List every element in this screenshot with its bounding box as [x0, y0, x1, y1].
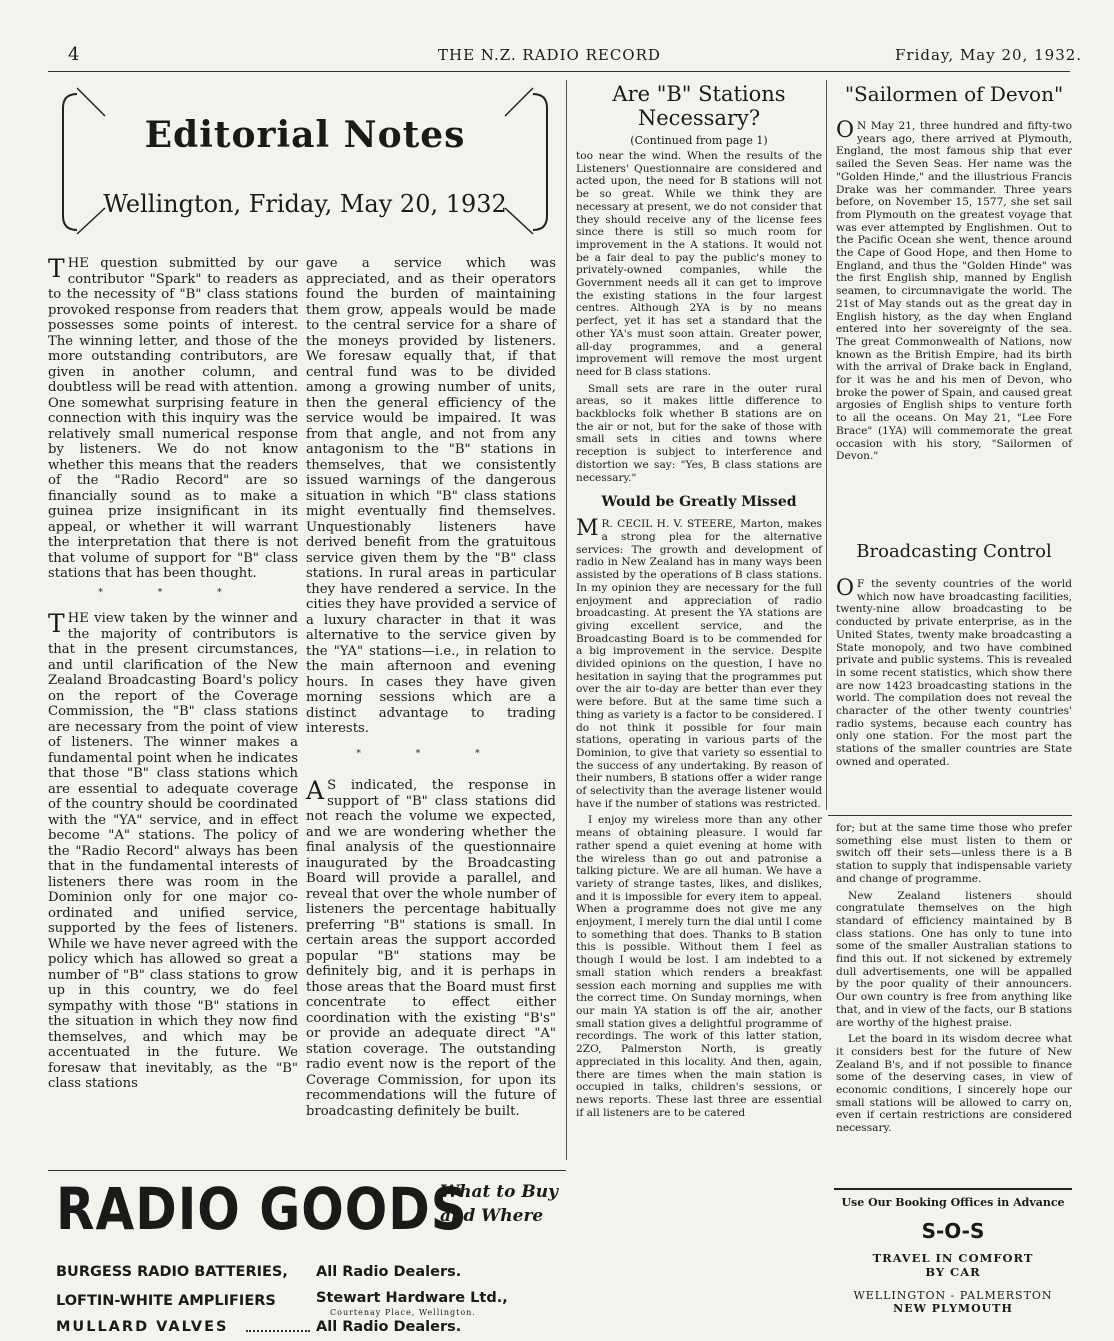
editorial-dateline: Wellington, Friday, May 20, 1932: [103, 190, 507, 218]
dropcap: T: [48, 254, 65, 283]
article-title: "Sailormen of Devon": [844, 82, 1064, 106]
radio-goods-tagline-1: What to Buy: [440, 1182, 558, 1202]
dotted-leader: [246, 1330, 310, 1332]
article-title: Are "B" Stations Necessary?: [612, 82, 786, 130]
ad-product-2: LOFTIN-WHITE AMPLIFIERS: [56, 1293, 276, 1309]
dropcap: M: [576, 516, 599, 542]
ad-rule: [834, 1188, 1072, 1190]
article-paragraph: R. CECIL H. V. STEERE, Marton, makes a strong plea for the alternative services: The growth and development of radio in New Zealand has in many ways been assisted by the operations of B class stations. In my opinion they are necessary for the full enjoyment and appreciation of radio broadcasting. At present the YA stations are giving excellent service, and the Broadcasting Board is to be commended for a big improvement in the service. Despite divided opinions on the question, I have no hesitation in saying that the programmes put over the air to-day are better than ever they were before. But at the same time such a thing as variety is a factor to be considered. I do not think it possible for four main stations, operating in various parts of the Dominion, to give that variety so essential to the success of any undertaking. By reason of their numbers, B stations offer a wider range of selectivity than the average listener would have if the number of stations was restricted.: [576, 518, 822, 810]
dropcap: O: [836, 118, 855, 143]
missed-continuation: [836, 822, 1072, 1139]
editorial-paragraph-3: gave a service which was appreciated, and as their operators found the burden of maintaining them grow, appeals would be made to the central service for a share of the moneys provided by listeners. We foresaw equally that, if that central fund was to be divided among a growing number of units, then the general efficiency of the service would be impaired. It was from that angle, and not from any antagonism to the "B" stations in themselves, that we consistently issued warnings of the dangerous situation in which "B" class stations might eventually find themselves. Unquestionably listeners have derived benefit from the gratuitous service given them by the "B" class stations. In rural areas in particular they have rendered a service. In the cities they have provided a service of a luxury character in that it was alternative to the service given by the "YA" stations—i.e., in relation to the main afternoon and evening hours. In cases they have given morning sessions which are a distinct advantage to trading interests.: [306, 256, 556, 736]
article-paragraph: New Zealand listeners should congratulate themselves on the high standard of efficiency maintained by B class stations. One has only to tune into some of the smaller Australian stations to find this out. If not sickened by extremely dull advertisements, one will be appalled by the poor quality of their announcers. Our own country is free from anything like that, and in view of the facts, our B stations are worthy of the highest praise.: [836, 889, 1072, 1029]
sailormen-article: [836, 82, 1072, 467]
ad-dealer-2: Stewart Hardware Ltd.,: [316, 1290, 508, 1306]
dropcap: A: [306, 776, 325, 805]
dropcap: O: [836, 576, 855, 601]
sos-advert: [834, 1196, 1072, 1315]
sos-line-2: TRAVEL IN COMFORT BY CAR: [872, 1251, 1034, 1279]
section-rule: [828, 815, 1072, 816]
b-stations-article: [576, 82, 822, 1123]
section-separator: * * *: [356, 748, 506, 759]
radio-goods-tagline-2: and Where: [440, 1206, 544, 1226]
article-title: Would be Greatly Missed: [601, 494, 797, 511]
ad-product-3: MULLARD VALVES: [56, 1319, 229, 1335]
ad-dealer-1: All Radio Dealers.: [316, 1264, 462, 1280]
broadcasting-article: [836, 540, 1072, 773]
article-paragraph: for; but at the same time those who prefer something else must listen to them or switch off their sets—unless there is a B station to supply that indispensable variety and change of programme.: [836, 822, 1072, 885]
masthead-title: THE N.Z. RADIO RECORD: [438, 46, 661, 64]
sos-line-4: NEW PLYMOUTH: [893, 1302, 1013, 1315]
sos-line-1: Use Our Booking Offices in Advance: [841, 1196, 1065, 1209]
column-rule: [826, 80, 827, 810]
article-paragraph: F the seventy countries of the world which now have broadcasting facilities, twenty-nine allow broadcasting to be conducted by private enterprise, as in the United States, twenty make broadcasting a State monopoly, and two have combined private and public systems. This is revealed in some recent statistics, which show there are now 1423 broadcasting stations in the world. The compilation does not reveal the character of the other twenty countries' radio systems, because each country has only one station. For the most part the stations of the smaller countries are State owned and operated.: [836, 578, 1072, 768]
sos-line-3: WELLINGTON - PALMERSTON: [853, 1289, 1053, 1302]
editorial-column-2: [306, 256, 556, 1123]
ad-product-1: BURGESS RADIO BATTERIES,: [56, 1264, 288, 1280]
article-paragraph: I enjoy my wireless more than any other means of obtaining pleasure. I would far rather spend a quiet evening at home with the wireless than go out and patronise a talking picture. We are all human. We have a variety of strange tastes, likes, and dislikes, and it is impossible for every item to appeal. When a programme does not give me any enjoyment, I merely turn the dial until I come to something that does. Thanks to B station this is possible. Without them I feel as though I would be lost. I am indebted to a small station which renders a breakfast session each morning and supplies me with the correct time. On Sunday mornings, when our main YA station is off the air, another small station gives a delightful programme of recordings. The work of this latter station, 2ZO, Palmerston North, is greatly appreciated in this locality. And then, again, there are times when the main station is occupied in talks, children's sessions, or news reports. These last three are essential if all listeners are to be catered: [576, 814, 822, 1119]
continued-note: (Continued from page 1): [630, 134, 768, 147]
editorial-paragraph-1: HE question submitted by our contributor "Spark" to readers as to the necessity of "B" class stations provoked response from readers that possesses some points of interest. The winning letter, and those of the more outstanding contributors, are given in another column, and doubtless will be read with attention. One somewhat surprising feature in connection with this inquiry was the relatively small numerical response by listeners. We do not know whether this means that the readers of the "Radio Record" are so financially sound as to make a guinea prize insignificant in its appeal, or whether it will warrant the interpretation that there is not that volume of support for "B" class stations that has been thought.: [48, 256, 298, 581]
issue-date: Friday, May 20, 1932.: [895, 46, 1083, 64]
page-number: 4: [68, 44, 81, 65]
header-rule: [48, 71, 1070, 72]
article-title: Broadcasting Control: [856, 541, 1052, 562]
editorial-title: Editorial Notes: [144, 114, 466, 156]
column-rule: [566, 80, 567, 1160]
editorial-column-1: [48, 256, 298, 1096]
ad-rule: [48, 1170, 566, 1171]
article-paragraph: Let the board in its wisdom decree what it considers best for the future of New Zealand B's, and if not possible to finance some of the deserving cases, in view of economic conditions, I sincerely hope our small stations will be allowed to carry on, even if certain restrictions are considered necessary.: [836, 1033, 1072, 1135]
sos-brand: S-O-S: [921, 1219, 985, 1243]
editorial-paragraph-2: HE view taken by the winner and the majority of contributors is that in the present circumstances, and until clarification of the New Zealand Broadcasting Board's policy on the report of the Coverage Commission, the "B" class stations are necessary from the point of view of listeners. The winner makes a fundamental point when he indicates that those "B" class stations which are essential to adequate coverage of the country should be coordinated with the "YA" service, and in effect become "A" stations. The policy of the "Radio Record" always has been that in the fundamental interests of listeners there was room in the Dominion only for one major co-ordinated and unified service, supported by the fees of listeners. While we have never agreed with the policy which has allowed so great a number of "B" class stations to grow up in this country, we do feel sympathy with those "B" stations in the situation in which they now find themselves, and which may be accentuated in the future. We foresaw that inevitably, as the "B" class stations: [48, 611, 298, 1091]
section-separator: * * *: [98, 587, 248, 598]
article-paragraph: too near the wind. When the results of the Listeners' Questionnaire are considered and acted upon, the need for B stations will not be so great. While we think they are necessary at present, we do not consider that they should receive any of the license fees since there is still so much room for improvement in the A stations. It would not be a fair deal to pay the public's money to privately-owned companies, while the Government needs all it can get to improve the existing stations in the four largest centres. Although 2YA is by no means perfect, yet it has set a standard that the other YA's must soon attain. Greater power, all-day programmes, and a general improvement will remove the most urgent need for B class stations.: [576, 150, 822, 378]
ad-dealer-2-address: Courtenay Place, Wellington.: [330, 1308, 476, 1317]
ad-dealer-3: All Radio Dealers.: [316, 1319, 462, 1335]
editorial-title-box: [55, 86, 555, 236]
article-paragraph: N May 21, three hundred and fifty-two years ago, there arrived at Plymouth, England, the most famous ship that ever sailed the Seven Seas. Her name was the "Golden Hinde," and the illustrious Francis Drake was her commander. Three years before, on November 15, 1577, she set sail from Plymouth on the greatest voyage that was ever attempted by Englishmen. Out to the Pacific Ocean she went, thence around the Cape of Good Hope, and then Home to England, and thus the "Golden Hinde" was the first English ship, manned by English seamen, to circumnavigate the world. The 21st of May stands out as the great day in English history, as the day when England entered into her sovereignty of the sea. The great Commonwealth of Nations, now known as the British Empire, had its birth with the arrival of Drake back in England, for it was he and his men of Devon, who broke the power of Spain, and caused great argosies of English ships to venture forth to all the oceans. On May 21, "Lee Fore Brace" (1YA) will commemorate the great occasion with his story, "Sailormen of Devon.": [836, 120, 1072, 463]
editorial-paragraph-4: S indicated, the response in support of "B" class stations did not reach the volume we expected, and we are wondering whether the final analysis of the questionnaire inaugurated by the Broadcasting Board will provide a parallel, and reveal that over the whole number of listeners the percentage habitually preferring "B" stations is small. In certain areas the support accorded popular "B" stations may be definitely big, and it is perhaps in those areas that the Board must first concentrate to effect either coordination with the existing "B's" or provide an adequate direct "A" station coverage. The outstanding radio event now is the report of the Coverage Commission, for upon its recommendations will the future of broadcasting definitely be built.: [306, 778, 556, 1119]
dropcap: T: [48, 609, 65, 638]
radio-goods-headline: RADIO GOODS: [56, 1176, 468, 1243]
article-paragraph: Small sets are rare in the outer rural areas, so it makes little difference to backblocks folk whether B stations are on the air or not, but for the sake of those with small sets in cities and towns where reception is subject to interference and distortion we say: "Yes, B class stations are necessary.": [576, 382, 822, 484]
